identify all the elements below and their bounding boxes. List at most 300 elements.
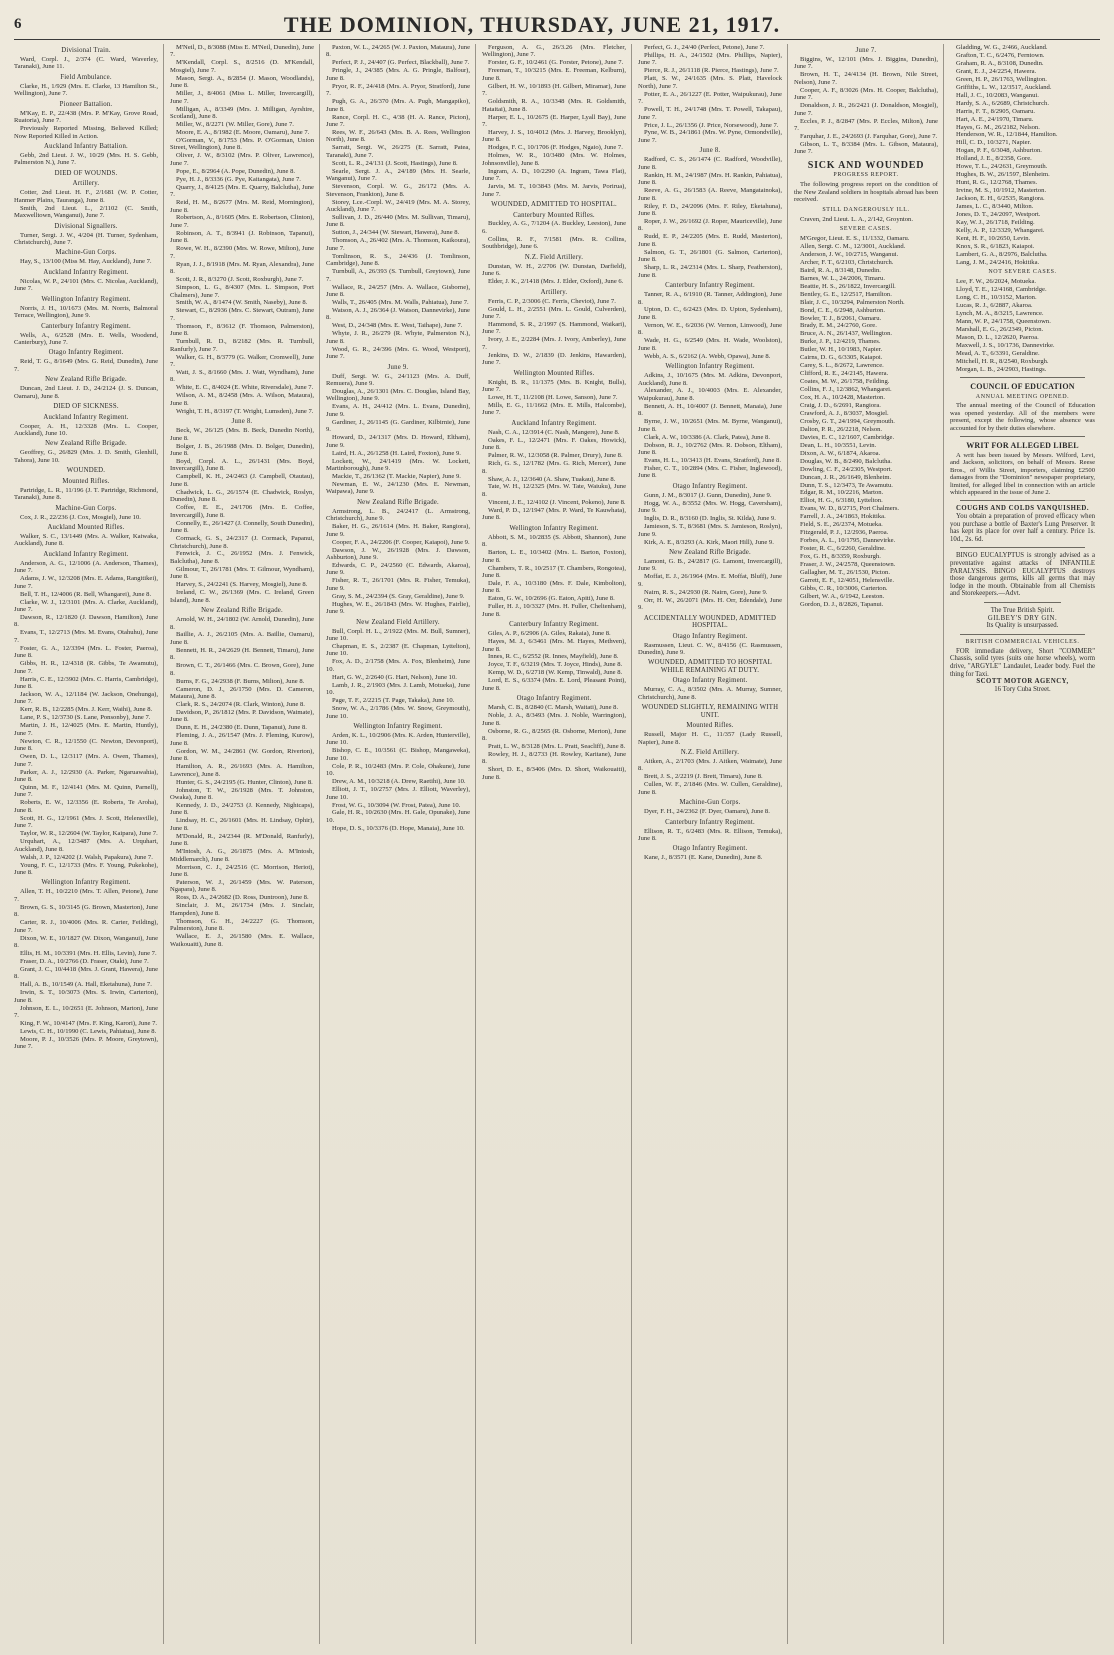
casualty-entry: Lane, P. S., 12/3730 (S. Lane, Ponsonby), June 7.: [20, 714, 151, 722]
casualty-entry: Ellis, H. M., 10/3391 (Mrs. H. Ellis, Levin), June 7.: [20, 949, 157, 957]
casualty-entry: Sharp, L. R., 24/2314 (Mrs. L. Sharp, Featherston), June 8.: [638, 264, 782, 279]
casualty-entry: Platt, S. W., 24/1635 (Mrs. S. Platt, Havelock North), June 7.: [638, 75, 782, 90]
section-heading: June 7.: [855, 47, 877, 54]
casualty-entry: Buckley, A. G., 7/1204 (A. Buckley, Leeston), June 6.: [482, 220, 626, 235]
casualty-entry: Cox, H. A., 10/2428, Masterton.: [800, 394, 885, 402]
casualty-entry: Beattie, H. S., 26/1822, Invercargill.: [800, 282, 896, 290]
casualty-entry: Paterson, W. J., 26/1459 (Mrs. W. Paterson, Ngapara), June 8.: [170, 878, 314, 894]
casualty-entry: Harvey, S., 24/2241 (S. Harvey, Mosgiel), June 8.: [176, 581, 308, 589]
casualty-entry: Fenwick, J. C., 26/1952 (Mrs. J. Fenwick, Balclutha), June 8.: [170, 550, 314, 565]
section-heading: WOUNDED, ADMITTED TO HOSPITAL.: [491, 201, 617, 209]
article-paragraph: A writ has been issued by Messrs. Wilford, Levi, and Jackson, solicitors, on behalf of Messrs. Reese Bros., of Willis Street, importers, claiming £2500 damages from the "Dominion" newspaper proprietary, limited, for alleged libel in connection with an article which appeared in the issue of June 2.: [950, 451, 1095, 497]
casualty-entry: Fraser, J. W., 24/2578, Queenstown.: [800, 561, 896, 569]
casualty-entry: Rudd, E. P., 24/2205 (Mrs. E. Rudd, Masterton), June 8.: [638, 233, 782, 248]
casualty-entry: Page, T. F., 2/2215 (T. Page, Takaka), June 10.: [332, 697, 455, 705]
casualty-entry: Brady, E. M., 24/2760, Gore.: [800, 322, 877, 330]
casualty-entry: Davidson, P., 26/1812 (Mrs. P. Davidson, Waimate), June 8.: [170, 709, 314, 724]
section-heading: Canterbury Infantry Regiment.: [665, 282, 755, 290]
section-heading: Otago Infantry Regiment.: [672, 632, 748, 640]
article-paragraph: The annual meeting of the Council of Education was opened yesterday. All of the members were present, except the following, whose absence was accounted for by their duties elsewhere.: [950, 402, 1095, 432]
casualty-entry: Dobson, R. J., 10/2762 (Mrs. R. Dobson, Eltham), June 8.: [638, 441, 782, 457]
casualty-entry: Lee, F. W., 26/2024, Motueka.: [956, 278, 1037, 286]
section-heading: New Zealand Rifle Brigade.: [45, 376, 127, 384]
article-paragraph: The following progress report on the condition of the New Zealand soldiers in hospitals abroad has been received.: [794, 181, 938, 204]
casualty-entry: Gilbert, H. W., 10/1893 (H. Gilbert, Miramar), June 7.: [482, 82, 626, 98]
casualty-entry: Perfect, G. J., 24/40 (Perfect, Petone), June 7.: [644, 44, 765, 51]
casualty-entry: Arden, K. L., 10/2906 (Mrs. K. Arden, Hunterville), June 10.: [326, 731, 470, 747]
casualty-entry: Allen, T. H., 10/2210 (Mrs. T. Allen, Petone), June 7.: [14, 888, 158, 903]
column-6: [794, 44, 944, 1644]
casualty-entry: Ingram, A. D., 10/2290 (A. Ingram, Tawa Flat), June 7.: [482, 167, 626, 183]
casualty-entry: Geoffrey, G., 26/829 (Mrs. J. D. Smith, Glenhill, Tahora), June 10.: [14, 449, 158, 464]
casualty-entry: Clark, A. W., 10/3386 (A. Clark, Patea), June 8.: [644, 433, 770, 441]
casualty-entry: Clifford, R. E., 24/2145, Hawera.: [800, 370, 889, 378]
casualty-entry: Chapman, E. S., 2/2387 (E. Chapman, Lyttelton), June 10.: [326, 642, 470, 658]
casualty-entry: Parker, A. J., 12/2930 (A. Parker, Ngaruawahia), June 8.: [14, 768, 158, 784]
section-heading: Auckland Infantry Regiment.: [511, 419, 597, 427]
casualty-entry: Baird, R. A., 8/3148, Dunedin.: [800, 266, 881, 274]
casualty-entry: Taylor, W. R., 12/2604 (W. Taylor, Kaipara), June 7.: [20, 830, 158, 838]
casualty-entry: Douglas, A., 26/1301 (Mrs. C. Douglas, Island Bay, Wellington), June 9.: [326, 387, 470, 403]
section-heading: Auckland Mounted Rifles.: [47, 524, 125, 532]
section-heading: WOUNDED.: [66, 467, 106, 475]
casualty-entry: Newman, E. W., 24/1230 (Mrs. E. Newman, Waipawa), June 9.: [326, 480, 470, 496]
casualty-entry: Gallagher, M. T., 26/1530, Picton.: [800, 569, 890, 576]
casualty-entry: Dawson, R., 12/1820 (J. Dawson, Hamilton), June 8.: [14, 614, 158, 629]
casualty-entry: Lowe, H. T., 11/2108 (H. Lowe, Sanson), June 7.: [488, 393, 618, 401]
casualty-entry: Whyte, J. R., 26/279 (R. Whyte, Palmerston N.), June 8.: [326, 330, 470, 345]
casualty-entry: Crawford, A. J., 8/3037, Mosgiel.: [800, 409, 889, 417]
casualty-entry: Short, D. E., 8/3406 (Mrs. D. Short, Waikouaiti), June 8.: [482, 766, 626, 781]
casualty-entry: Salmon, G. T., 26/1801 (G. Salmon, Carterton), June 8.: [638, 248, 782, 264]
section-heading: Machine-Gun Corps.: [55, 249, 117, 257]
casualty-entry: Cooper, A. H., 12/3328 (Mrs. L. Cooper, Auckland), June 10.: [14, 422, 158, 437]
advertisement-line: SCOTT MOTOR AGENCY,: [976, 678, 1069, 686]
column-2: [170, 44, 320, 1644]
casualty-entry: Lindsay, H. C., 26/1601 (Mrs. H. Lindsay, Ophir), June 8.: [170, 817, 314, 832]
casualty-entry: Fleming, J. A., 26/1547 (Mrs. J. Fleming, Kurow), June 8.: [170, 732, 314, 747]
casualty-entry: M'Kay, E. P., 22/438 (Mrs. P. M'Kay, Grove Road, Ruatoria), June 7.: [14, 109, 158, 125]
casualty-entry: Hall, J. C., 10/2083, Wanganui.: [956, 91, 1039, 99]
casualty-entry: Brown, G. S., 10/3145 (G. Brown, Masterton), June 8.: [14, 903, 158, 919]
casualty-entry: Burke, J. P., 12/4219, Thames.: [800, 338, 881, 346]
casualty-entry: Jenkins, D. W., 2/1839 (D. Jenkins, Hawarden), June 7.: [482, 351, 626, 367]
casualty-entry: Walker, G. H., 8/3779 (G. Walker, Cromwell), June 7.: [170, 353, 314, 369]
section-heading: June 8.: [699, 147, 721, 155]
casualty-entry: Hall, A. B., 10/1549 (A. Hall, Eketahuna), June 7.: [20, 981, 152, 989]
casualty-entry: Urquhart, A., 12/3487 (Mrs. A. Urquhart, Auckland), June 8.: [14, 838, 158, 853]
casualty-entry: Dunn, E. H., 24/2380 (E. Dunn, Tapanui), June 8.: [176, 724, 307, 732]
casualty-entry: Collins, R. F., 7/1581 (Mrs. R. Collins, Southbridge), June 6.: [482, 235, 626, 251]
casualty-entry: Graham, R. A., 8/3108, Dunedin.: [956, 59, 1044, 67]
casualty-entry: Moffat, E. J., 26/1964 (Mrs. E. Moffat, Bluff), June 9.: [638, 573, 782, 588]
casualty-entry: Duncan, J. R., 26/1649, Blenheim.: [800, 473, 892, 481]
casualty-entry: Robertson, A., 8/1605 (Mrs. E. Robertson, Clinton), June 7.: [170, 214, 314, 229]
casualty-entry: Bennett, A. H., 10/4007 (J. Bennett, Manaia), June 8.: [638, 402, 782, 418]
casualty-entry: M'Donald, R., 24/2344 (R. M'Donald, Ranfurly), June 8.: [170, 832, 314, 848]
casualty-entry: James, L. C., 8/3440, Milton.: [956, 203, 1034, 211]
casualty-entry: Nash, C. A., 12/3914 (C. Nash, Mangere), June 8.: [488, 428, 620, 436]
casualty-entry: Elliott, J. T., 10/2757 (Mrs. J. Elliott, Waverley), June 10.: [326, 786, 470, 801]
column-7: [950, 44, 1100, 1644]
casualty-entry: Clark, R. S., 24/2074 (R. Clark, Winton), June 8.: [176, 701, 305, 709]
casualty-entry: Cooper, A. F., 8/3026 (Mrs. H. Cooper, Balclutha), June 7.: [794, 86, 938, 102]
casualty-entry: Carey, S. L., 8/2672, Lawrence.: [800, 362, 884, 370]
section-heading: SICK AND WOUNDED: [807, 159, 925, 171]
casualty-entry: Barton, L. E., 10/3402 (Mrs. L. Barton, Foxton), June 8.: [482, 549, 626, 564]
casualty-entry: Pierce, R. J., 26/1118 (R. Pierce, Hastings), June 7.: [644, 67, 779, 75]
casualty-entry: Carter, R. J., 10/4006 (Mrs. R. Carter, Feilding), June 7.: [14, 919, 158, 934]
casualty-entry: Elder, J. K., 2/1418 (Mrs. J. Elder, Oxford), June 6.: [488, 278, 624, 286]
casualty-entry: Simpson, L. G., 8/4307 (Mrs. L. Simpson, Port Chalmers), June 7.: [170, 284, 314, 299]
columns-container: [14, 44, 1100, 1644]
casualty-entry: Tate, W. H., 12/2325 (Mrs. W. Tate, Waiuku), June 8.: [482, 483, 626, 498]
casualty-entry: Scott, L. R., 24/131 (J. Scott, Hastings), June 8.: [332, 159, 458, 167]
column-3: [326, 44, 476, 1644]
casualty-entry: Goldsmith, R. A., 10/3348 (Mrs. R. Goldsmith, Hataitai), June 8.: [482, 98, 626, 113]
casualty-entry: Mitchell, H. R., 8/2540, Roxburgh.: [956, 357, 1049, 365]
casualty-entry: Norris, J. H., 10/1673 (Mrs. M. Norris, Balmoral Terrace, Wellington), June 9.: [14, 304, 158, 320]
casualty-entry: Marsh, C. B., 8/2840 (C. Marsh, Waitati), June 8.: [488, 704, 619, 712]
casualty-entry: Gibbs, H. R., 12/4318 (R. Gibbs, Te Awamutu), June 7.: [14, 660, 158, 675]
casualty-entry: Reid, H. M., 8/2677 (Mrs. M. Reid, Mornington), June 8.: [170, 199, 314, 214]
casualty-entry: Gilbert, W. A., 6/1942, Leeston.: [800, 592, 885, 600]
casualty-entry: M'Gregor, Lieut. E. S., 11/1332, Oamaru.: [800, 234, 910, 242]
casualty-entry: Mann, W. P., 24/1758, Queenstown.: [956, 317, 1051, 325]
casualty-entry: Ferguson, A. G., 26/3.26 (Mrs. Fletcher, Wellington), June 7.: [482, 44, 626, 59]
casualty-entry: Butler, W. H., 10/1983, Napier.: [800, 346, 883, 354]
casualty-entry: King, F. W., 10/4147 (Mrs. F. King, Karori), June 7.: [20, 1020, 158, 1028]
casualty-entry: Pryor, R. F., 24/418 (Mrs. A. Pryor, Stratford), June 7.: [326, 82, 470, 98]
casualty-entry: Grant, E. J., 24/2254, Hawera.: [956, 67, 1037, 75]
casualty-entry: Eccles, P. J., 8/2847 (Mrs. P. Eccles, Milton), June 7.: [794, 117, 938, 133]
casualty-entry: Powell, T. H., 24/1748 (Mrs. T. Powell, Takapau), June 7.: [638, 106, 782, 121]
section-heading: Otago Infantry Regiment.: [516, 695, 592, 703]
casualty-entry: Webb, A. S., 6/2162 (A. Webb, Opawa), June 8.: [644, 352, 771, 360]
casualty-entry: Sinclair, J. M., 26/1734 (Mrs. J. Sinclair, Hampden), June 8.: [170, 902, 314, 917]
casualty-entry: Harris, C. E., 12/3902 (Mrs. C. Harris, Cambridge), June 8.: [14, 675, 158, 691]
casualty-entry: Price, J. L., 26/1356 (J. Price, Norsewood), June 7.: [644, 121, 779, 129]
casualty-entry: Bull, Corpl. H. L., 2/1922 (Mrs. M. Bull, Sumner), June 10.: [326, 627, 470, 642]
casualty-entry: Walsh, J. P., 12/4202 (J. Walsh, Papakura), June 7.: [20, 853, 153, 861]
casualty-entry: Gebb, 2nd Lieut. J. W., 10/29 (Mrs. H. S. Gebb, Palmerston N.), June 7.: [14, 151, 158, 167]
casualty-entry: Hayes, M. J., 6/3461 (Mrs. M. Hayes, Methven), June 8.: [482, 638, 626, 653]
casualty-entry: Gardiner, J., 26/1145 (G. Gardiner, Kilbirnie), June 9.: [326, 418, 470, 434]
advertisement-line: GILBEY'S DRY GIN.: [987, 614, 1058, 622]
casualty-entry: Murray, C. A., 8/3502 (Mrs. A. Murray, Sumner, Christchurch), June 8.: [638, 686, 782, 701]
casualty-entry: Dixon, W. E., 10/1827 (W. Dixon, Wanganui), June 8.: [14, 934, 158, 950]
casualty-entry: Cameron, D. J., 26/1750 (Mrs. D. Cameron, Mataura), June 8.: [170, 685, 314, 701]
casualty-entry: Fox, A. D., 2/1758 (Mrs. A. Fox, Blenheim), June 10.: [326, 658, 470, 673]
casualty-entry: Rowe, W. H., 8/2390 (Mrs. W. Rowe, Milton), June 7.: [170, 245, 314, 260]
casualty-entry: Hodges, F. C., 10/1706 (F. Hodges, Ngaio), June 7.: [488, 144, 623, 152]
page-number: 6: [14, 16, 22, 32]
casualty-entry: Craig, J. D., 6/2691, Rangiora.: [800, 401, 881, 409]
casualty-entry: Knox, S. R., 6/1823, Kaiapoi.: [956, 242, 1035, 250]
casualty-entry: M'Neil, D., 8/3088 (Miss E. M'Neil, Dunedin), June 7.: [170, 44, 314, 59]
casualty-entry: Pugh, G. A., 26/370 (Mrs. A. Pugh, Mangapiko), June 8.: [326, 98, 470, 113]
casualty-entry: Evans, A. H., 24/412 (Mrs. L. Evans, Dunedin), June 9.: [326, 403, 470, 418]
casualty-entry: Partridge, L. R., 11/196 (J. T. Partridge, Richmond, Taranaki), June 8.: [14, 486, 158, 502]
section-heading: WOUNDED SLIGHTLY, REMAINING WITH UNIT.: [641, 704, 779, 719]
casualty-entry: Kent, H. F., 10/2650, Levin.: [956, 234, 1031, 242]
casualty-entry: Edwards, C. P., 24/2560 (C. Edwards, Akaroa), June 9.: [326, 561, 470, 577]
section-heading: New Zealand Field Artillery.: [356, 618, 440, 626]
column-divider-rule: [960, 634, 1085, 635]
section-heading: Wellington Infantry Regiment.: [41, 295, 131, 303]
section-heading: Machine-Gun Corps.: [679, 799, 741, 807]
casualty-entry: Radford, C. S., 26/1474 (C. Radford, Woodville), June 8.: [638, 156, 782, 171]
casualty-entry: Morrison, C. J., 24/2516 (C. Morrison, Heriot), June 8.: [170, 863, 314, 879]
casualty-entry: Farrell, J. A., 24/1863, Hokitika.: [800, 513, 886, 521]
casualty-entry: Thomson, F., 8/3612 (F. Thomson, Palmerston), June 8.: [170, 322, 314, 338]
casualty-entry: Storey, Lce.-Corpl. W., 24/419 (Mrs. M. A. Storey, Auckland), June 7.: [326, 198, 470, 214]
casualty-entry: Quarry, J., 8/4125 (Mrs. E. Quarry, Balclutha), June 7.: [170, 183, 314, 199]
casualty-entry: Ellison, R. T., 6/2483 (Mrs. R. Ellison, Temuka), June 8.: [638, 827, 782, 842]
casualty-entry: Cotter, 2nd Lieut. H. F., 2/1681 (W. P. Cotter, Hanmer Plains, Tauranga), June 8.: [14, 189, 158, 204]
casualty-entry: Thomson, G. H., 24/2227 (G. Thomson, Palmerston), June 8.: [170, 917, 314, 933]
casualty-entry: Irwin, S. T., 10/3073 (Mrs. S. Irwin, Carterton), June 8.: [14, 989, 158, 1004]
casualty-entry: Ryan, J. J., 8/1918 (Mrs. M. Ryan, Alexandra), June 8.: [170, 260, 314, 276]
casualty-entry: Milligan, A., 8/3349 (Mrs. J. Milligan, Ayrshire, Scotland), June 8.: [170, 105, 314, 121]
casualty-entry: Lamb, J. R., 2/1903 (Mrs. J. Lamb, Motueka), June 10.: [326, 681, 470, 697]
casualty-entry: Allen, Sergt. C. M., 12/3001, Auckland.: [800, 242, 906, 250]
advertisement-line: 16 Tory Cuba Street.: [994, 685, 1051, 693]
section-heading: Otago Infantry Regiment.: [672, 845, 748, 853]
casualty-entry: Holland, J. E., 8/2358, Gore.: [956, 155, 1032, 163]
casualty-entry: Jarvis, M. T., 10/3843 (Mrs. M. Jarvis, Porirua), June 7.: [482, 183, 626, 198]
section-heading: BRITISH COMMERCIAL VEHICLES.: [965, 638, 1080, 645]
casualty-entry: Hunter, G. S., 24/2195 (G. Hunter, Clinton), June 8.: [176, 778, 313, 786]
casualty-entry: Kirk, A. E., 8/3293 (A. Kirk, Maori Hill), June 9.: [644, 538, 774, 546]
column-divider-rule: [984, 602, 1061, 603]
casualty-entry: Boyd, Corpl. A. L., 26/1431 (Mrs. Boyd, Invercargill), June 8.: [170, 458, 314, 473]
casualty-entry: Rees, W. F., 26/643 (Mrs. B. A. Rees, Wellington North), June 8.: [326, 128, 470, 144]
section-heading: PROGRESS REPORT.: [833, 172, 899, 179]
casualty-entry: Ward, Corpl. J., 2/374 (C. Ward, Waverley, Taranaki), June 11.: [14, 55, 158, 71]
casualty-entry: Bond, C. E., 6/2948, Ashburton.: [800, 306, 885, 314]
casualty-entry: Gordon, W. M., 24/2861 (W. Gordon, Riverton), June 8.: [170, 747, 314, 763]
casualty-entry: Gibbs, C. R., 10/3006, Carterton.: [800, 584, 888, 592]
casualty-entry: Watson, A. J., 26/364 (J. Watson, Dannevirke), June 8.: [326, 306, 470, 322]
casualty-entry: Perfect, P. J., 24/407 (G. Perfect, Blackball), June 7.: [332, 59, 470, 67]
casualty-entry: Henderson, W. R., 12/1844, Hamilton.: [956, 131, 1058, 139]
casualty-entry: Howe, T. L., 24/2631, Greymouth.: [956, 163, 1048, 171]
casualty-entry: Walker, S. C., 13/1449 (Mrs. A. Walker, Kaiwaka, Auckland), June 8.: [14, 532, 158, 548]
casualty-entry: Reeve, A. G., 26/1583 (A. Reeve, Mangatainoka), June 8.: [638, 187, 782, 202]
casualty-entry: Hamilton, A. R., 26/1693 (Mrs. A. Hamilton, Lawrence), June 8.: [170, 763, 314, 778]
casualty-entry: Ross, D. A., 24/2682 (D. Ross, Duntroon), June 8.: [176, 894, 309, 902]
casualty-entry: Fox, G. H., 8/3359, Roxburgh.: [800, 553, 881, 561]
casualty-entry: Snow, W. A., 2/1786 (Mrs. W. Snow, Greymouth), June 10.: [326, 705, 470, 720]
casualty-entry: West, D., 24/348 (Mrs. E. West, Taihape), June 7.: [332, 322, 463, 330]
casualty-entry: Miller, W., 8/2271 (W. Miller, Gore), June 7.: [176, 121, 294, 129]
casualty-entry: Frost, W. G., 10/3094 (W. Frost, Patea), June 10.: [332, 801, 461, 809]
casualty-entry: Edgar, R. M., 10/2216, Marton.: [800, 489, 884, 497]
casualty-entry: Bishop, C. E., 10/3561 (C. Bishop, Mangaweka), June 10.: [326, 747, 470, 762]
casualty-entry: Dale, F. A., 10/3180 (Mrs. F. Dale, Kimbolton), June 8.: [482, 579, 626, 595]
casualty-entry: Adkins, J., 10/1675 (Mrs. M. Adkins, Devonport, Auckland), June 8.: [638, 372, 782, 387]
advertisement-line: The True British Spirit.: [990, 607, 1055, 614]
casualty-entry: Watt, J. S., 8/1660 (Mrs. J. Watt, Wyndham), June 8.: [170, 369, 314, 384]
casualty-entry: Searle, Sergt. J. A., 24/189 (Mrs. H. Searle, Wanganui), June 7.: [326, 167, 470, 183]
casualty-entry: Eaton, G. W., 10/2696 (G. Eaton, Apiti), June 8.: [488, 595, 615, 603]
casualty-entry: Rasmussen, Lieut. C. W., 8/4156 (C. Rasmussen, Dunedin), June 9.: [638, 641, 782, 656]
column-1: [14, 44, 164, 1644]
casualty-entry: Bennett, H. R., 24/2629 (H. Bennett, Timaru), June 8.: [170, 646, 314, 662]
casualty-entry: Wallace, R., 24/257 (Mrs. A. Wallace, Gisborne), June 8.: [326, 283, 470, 298]
casualty-entry: Forbes, A. L., 10/1795, Dannevirke.: [800, 537, 896, 545]
casualty-entry: Dowling, C. F., 24/2305, Westport.: [800, 465, 893, 473]
casualty-entry: Phillips, H. A., 24/1502 (Mrs. Phillips, Napier), June 7.: [638, 51, 782, 67]
casualty-entry: Johnson, E. L., 10/2651 (E. Johnson, Marton), June 7.: [14, 1004, 158, 1020]
casualty-entry: Kane, J., 8/3571 (E. Kane, Dunedin), June 8.: [644, 854, 763, 862]
casualty-entry: Pyne, W. B., 24/1861 (Mrs. W. Pyne, Ormondville), June 7.: [638, 129, 782, 144]
column-divider-rule: [960, 500, 1085, 501]
casualty-entry: Tomlinson, R. S., 24/436 (J. Tomlinson, Cambridge), June 8.: [326, 252, 470, 268]
section-heading: Divisional Train.: [61, 47, 111, 54]
section-heading: DIED OF WOUNDS.: [54, 169, 118, 177]
casualty-entry: Baillie, A. J., 26/2105 (Mrs. A. Baillie, Oamaru), June 8.: [170, 631, 314, 646]
casualty-entry: Gunn, J. M., 8/3017 (J. Gunn, Dunedin), June 9.: [644, 491, 772, 499]
casualty-entry: Rich, G. S., 12/1782 (Mrs. G. Rich, Mercer), June 8.: [482, 460, 626, 475]
section-heading: Machine-Gun Corps.: [55, 504, 117, 512]
casualty-entry: Wilson, A. M., 8/2458 (Mrs. A. Wilson, Mataura), June 8.: [170, 392, 314, 407]
casualty-entry: Jones, D. T., 24/2097, Westport.: [956, 211, 1041, 219]
casualty-entry: Howard, D., 24/1317 (Mrs. D. Howard, Eltham), June 9.: [326, 434, 470, 449]
casualty-entry: Abbott, S. M., 10/2835 (S. Abbott, Shannon), June 8.: [482, 533, 626, 549]
casualty-entry: Riley, F. D., 24/2096 (Mrs. F. Riley, Eketahuna), June 8.: [638, 202, 782, 218]
casualty-entry: Vernon, W. E., 6/2036 (W. Vernon, Linwood), June 8.: [638, 321, 782, 337]
section-heading: June 9.: [387, 363, 409, 371]
casualty-entry: Hogan, P. F., 6/3048, Ashburton.: [956, 147, 1042, 155]
casualty-entry: Roper, J. W., 26/1692 (J. Roper, Mauriceville), June 8.: [638, 217, 782, 233]
casualty-entry: Coffee, E. E., 24/1706 (Mrs. E. Coffee, Invercargill), June 8.: [170, 504, 314, 519]
section-heading: Otago Infantry Regiment.: [48, 349, 124, 357]
casualty-entry: Coates, M. W., 26/1758, Feilding.: [800, 378, 890, 386]
casualty-entry: Hogg, W. A., 8/3552 (Mrs. W. Hogg, Caversham), June 9.: [638, 499, 782, 515]
casualty-entry: Palmer, R. W., 12/3058 (R. Palmer, Drury), June 8.: [488, 452, 623, 460]
casualty-entry: Barnes, W. L., 24/2006, Timaru.: [800, 274, 885, 282]
section-heading: New Zealand Rifle Brigade.: [201, 607, 283, 615]
casualty-entry: Fisher, R. T., 26/1701 (Mrs. R. Fisher, Temuka), June 9.: [326, 577, 470, 592]
casualty-entry: Cairns, D. G., 6/3305, Kaiapoi.: [800, 354, 883, 362]
casualty-entry: Cooper, F. A., 24/2206 (F. Cooper, Kaiapoi), June 9.: [332, 538, 470, 546]
section-heading: WOUNDED, ADMITTED TO HOSPITAL WHILE REMAINING AT DUTY.: [648, 659, 772, 674]
advertisement-line: FOR immediate delivery, Short "COMMER" Chassis, solid tyres (suits one horse wheels), worm drive, "ARGYLE" Landaulet, Leader body. Fuel the thing for Taxi.: [950, 647, 1095, 678]
casualty-entry: Hart, G. W., 2/2640 (G. Hart, Nelson), June 10.: [332, 673, 457, 681]
casualty-entry: Hart, A. E., 24/1970, Timaru.: [956, 115, 1034, 123]
casualty-entry: Crosby, G. T., 24/1994, Greymouth.: [800, 417, 895, 425]
casualty-entry: Irvine, M. S., 10/1912, Masterton.: [956, 187, 1047, 195]
casualty-entry: Grafton, T. C., 6/2476, Ferntown.: [956, 51, 1045, 59]
casualty-entry: Cormack, G. S., 24/2317 (J. Cormack, Papanui, Christchurch), June 8.: [170, 535, 314, 550]
casualty-entry: Duncan, 2nd Lieut. J. D., 24/2124 (J. S. Duncan, Oamaru), June 8.: [14, 385, 158, 400]
casualty-entry: Farquhar, J. E., 24/2693 (J. Farquhar, Gore), June 7.: [800, 132, 938, 140]
casualty-entry: Martin, J. H., 12/4025 (Mrs. E. Martin, Huntly), June 7.: [14, 722, 158, 737]
casualty-entry: Innes, R. C., 6/2552 (R. Innes, Mayfield), June 8.: [488, 653, 619, 661]
casualty-entry: Lockett, W., 24/1419 (Mrs. W. Lockett, Martinborough), June 9.: [326, 457, 470, 472]
casualty-entry: Newton, C. R., 12/1550 (C. Newton, Devonport), June 8.: [14, 737, 158, 753]
casualty-entry: Noble, J. A., 8/3493 (Mrs. J. Noble, Warrington), June 8.: [482, 712, 626, 727]
casualty-entry: Forster, G. F., 10/2461 (G. Forster, Petone), June 7.: [488, 59, 624, 67]
casualty-entry: Pye, H. J., 8/3336 (G. Pye, Kaitangata), June 7.: [176, 175, 301, 183]
casualty-entry: Burns, F. G., 24/2938 (F. Burns, Milton), June 8.: [176, 677, 305, 685]
section-heading: STILL DANGEROUSLY ILL.: [822, 206, 910, 213]
casualty-entry: Quinn, M. F., 12/4141 (Mrs. M. Quinn, Parnell), June 7.: [14, 783, 158, 799]
casualty-entry: Chadwick, L. G., 26/1574 (E. Chadwick, Roslyn, Dunedin), June 8.: [170, 488, 314, 504]
column-divider-rule: [960, 377, 1085, 378]
casualty-entry: Brown, H. T., 24/4134 (H. Brown, Nile Street, Nelson), June 7.: [794, 71, 938, 86]
casualty-entry: Bentley, G. E., 12/2517, Hamilton.: [800, 290, 892, 298]
casualty-entry: O'Gorman, V., 8/1753 (Mrs. P. O'Gorman, Union Street, Wellington), June 8.: [170, 136, 314, 152]
casualty-entry: Moore, P. J., 10/3526 (Mrs. P. Moore, Greytown), June 7.: [14, 1035, 158, 1051]
casualty-entry: Harper, E. L., 10/2675 (E. Harper, Lyall Bay), June 7.: [482, 113, 626, 129]
casualty-entry: Lucas, R. J., 6/2887, Akaroa.: [956, 302, 1033, 309]
casualty-entry: Robinson, A. T., 8/3941 (J. Robinson, Tapanui), June 8.: [170, 229, 314, 245]
casualty-entry: Inglis, D. R., 8/3160 (D. Inglis, St. Kilda), June 9.: [644, 515, 776, 523]
casualty-entry: Anderson, A. G., 12/1006 (A. Anderson, Thames), June 7.: [14, 559, 158, 575]
casualty-entry: Aitken, A., 2/1703 (Mrs. J. Aitken, Waimate), June 8.: [638, 757, 782, 773]
casualty-entry: Johnston, T. W., 26/1928 (Mrs. T. Johnston, Owaka), June 8.: [170, 786, 314, 801]
casualty-entry: Jackson, E. H., 6/2535, Rangiora.: [956, 195, 1045, 203]
casualty-entry: Young, F. C., 12/1733 (Mrs. F. Young, Pukekohe), June 8.: [14, 861, 158, 876]
casualty-entry: Pratt, L. W., 8/3128 (Mrs. L. Pratt, Seacliff), June 8.: [488, 742, 626, 750]
section-heading: Otago Infantry Regiment.: [672, 482, 748, 490]
casualty-entry: Gibson, L. T., 8/3384 (Mrs. L. Gibson, Mataura), June 7.: [794, 140, 938, 156]
section-heading: ACCIDENTALLY WOUNDED, ADMITTED HOSPITAL.: [643, 614, 777, 630]
casualty-entry: Turnbull, R. D., 8/2182 (Mrs. R. Turnbull, Ranfurly), June 7.: [170, 338, 314, 353]
casualty-entry: Evans, T., 12/2713 (Mrs. M. Evans, Otahuhu), June 7.: [14, 629, 158, 644]
section-heading: ANNUAL MEETING OPENED.: [975, 393, 1070, 400]
casualty-entry: Fuller, H. J., 10/3327 (Mrs. H. Fuller, Cheltenham), June 8.: [482, 603, 626, 618]
casualty-entry: Lamont, G. B., 24/2817 (G. Lamont, Invercargill), June 9.: [638, 558, 782, 573]
casualty-entry: Duff, Sergt. W. G., 24/1123 (Mrs. A. Duff, Remuera), June 9.: [326, 372, 470, 387]
advertisement: [950, 648, 1095, 694]
casualty-entry: Drew, A. M., 10/3218 (A. Drew, Raetihi), June 10.: [332, 778, 466, 786]
casualty-entry: Paxton, W. L., 24/265 (W. J. Paxton, Mataura), June 8.: [326, 44, 470, 59]
section-heading: COUNCIL OF EDUCATION: [970, 382, 1075, 392]
casualty-entry: Gladding, W. G., 2/466, Auckland.: [956, 44, 1048, 51]
casualty-entry: Ireland, C. W., 26/1369 (Mrs. C. Ireland, Green Island), June 8.: [170, 589, 314, 604]
casualty-entry: Sullivan, J. D., 26/440 (Mrs. M. Sullivan, Timaru), June 8.: [326, 213, 470, 229]
casualty-entry: Hardy, S. A., 6/2689, Christchurch.: [956, 99, 1049, 107]
section-heading: Pioneer Battalion.: [59, 100, 113, 108]
casualty-entry: Lang, J. M., 24/2416, Hokitika.: [956, 258, 1040, 266]
casualty-entry: Harris, F. T., 8/2905, Oamaru.: [956, 107, 1036, 115]
section-heading: Auckland Infantry Regiment.: [43, 268, 129, 276]
casualty-entry: Smith, 2nd Lieut. L., 2/1102 (C. Smith, Maxwelltown, Wanganui), June 7.: [14, 204, 158, 220]
casualty-entry: Collins, F. J., 12/3862, Whangarei.: [800, 386, 892, 394]
casualty-entry: Wright, T. H., 8/3197 (T. Wright, Lumsden), June 7.: [176, 407, 314, 415]
casualty-entry: Gordon, D. J., 8/2826, Tapanui.: [800, 600, 884, 608]
casualty-entry: Cole, P. R., 10/2483 (Mrs. P. Cole, Ohakune), June 10.: [326, 762, 470, 778]
casualty-entry: Hayes, G. M., 26/2182, Nelson.: [956, 123, 1040, 131]
casualty-entry: Russell, Major H. C., 11/357 (Lady Russell, Napier), June 8.: [638, 731, 782, 746]
casualty-entry: Mason, Sergt. A., 8/2854 (J. Mason, Woodlands), June 8.: [170, 74, 314, 90]
casualty-entry: Dean, L. H., 10/3551, Levin.: [800, 441, 877, 449]
casualty-entry: Turner, Sergt. J. W., 4/204 (H. Turner, Sydenham, Christchurch), June 7.: [14, 231, 158, 246]
casualty-entry: Kelly, A. P., 12/3329, Whangarei.: [956, 226, 1045, 234]
casualty-entry: Lord, E. S., 6/3374 (Mrs. E. Lord, Pleasant Point), June 8.: [482, 677, 626, 692]
casualty-entry: Archer, F. T., 6/2103, Christchurch.: [800, 258, 894, 266]
section-heading: Wellington Infantry Regiment.: [509, 524, 599, 532]
casualty-entry: Connelly, E., 26/1427 (J. Connelly, South Dunedin), June 8.: [170, 519, 314, 535]
casualty-entry: Baker, H. G., 26/1614 (Mrs. H. Baker, Rangiora), June 9.: [326, 523, 470, 538]
casualty-entry: Sutton, J., 24/344 (W. Stewart, Hawera), June 8.: [332, 229, 460, 237]
casualty-entry: Clarke, W. J., 12/3101 (Mrs. A. Clarke, Auckland), June 7.: [14, 598, 158, 614]
casualty-entry: Kennedy, J. D., 24/2753 (J. Kennedy, Nightcaps), June 8.: [170, 801, 314, 817]
